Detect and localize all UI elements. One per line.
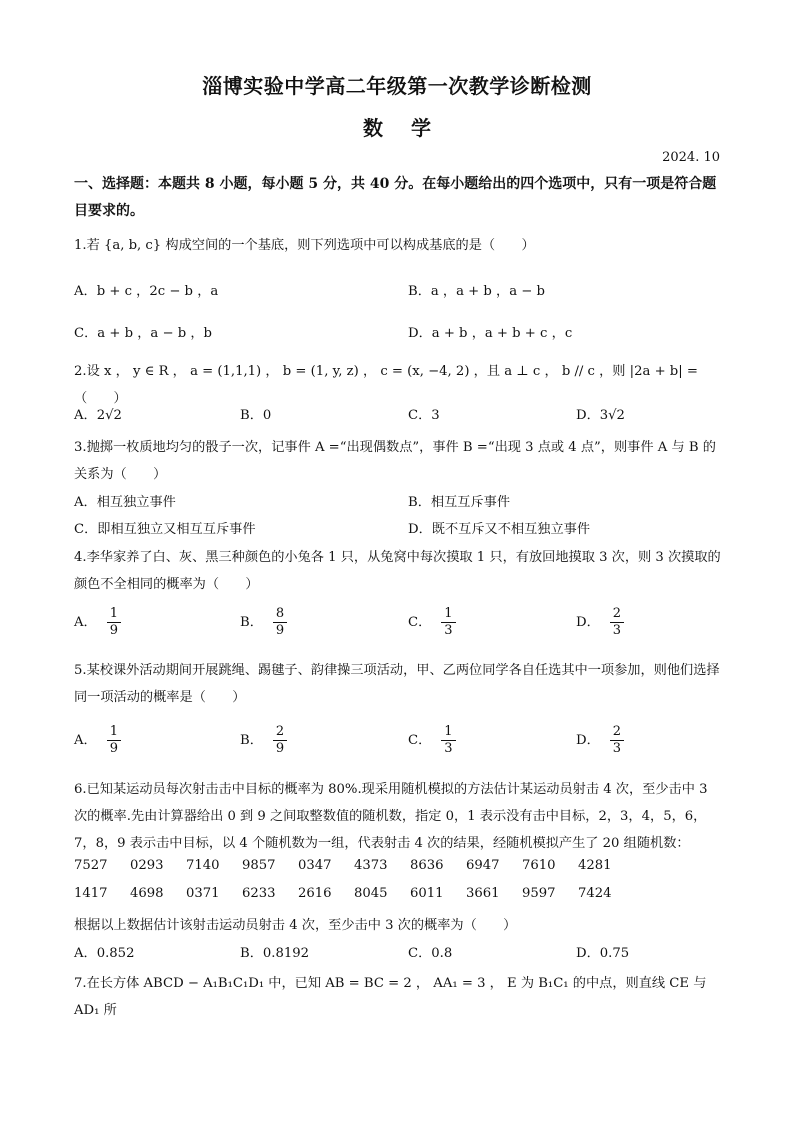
question-6-option-b: B．0.8192 — [240, 946, 310, 961]
fraction — [273, 606, 287, 639]
option-label: D． — [576, 615, 600, 630]
denominator: 9 — [109, 741, 118, 756]
fraction — [441, 724, 455, 757]
fraction — [273, 724, 287, 757]
random-number: 7610 — [522, 858, 556, 873]
random-number: 6233 — [242, 886, 276, 901]
denominator: 9 — [275, 623, 285, 638]
random-number: 6947 — [466, 858, 500, 873]
question-3-option-b: B．相互互斥事件 — [408, 495, 511, 510]
question-2-option-d: D．3√2 — [576, 408, 625, 423]
question-5-option-b — [240, 724, 287, 757]
fraction — [107, 606, 121, 639]
denominator: 3 — [444, 741, 453, 756]
option-label: D． — [576, 733, 600, 748]
numerator: 2 — [273, 724, 287, 741]
section-heading: 一、选择题：本题共 8 小题，每小题 5 分，共 40 分。在每小题给出的四个选项中，只有一项是符合题目要求的。 — [74, 176, 717, 219]
denominator: 3 — [612, 741, 622, 756]
question-6-question: 根据以上数据估计该射击运动员射击 4 次，至少击中 3 次的概率为（ ） — [74, 918, 517, 933]
fraction — [610, 606, 624, 639]
option-label: A． — [74, 733, 97, 748]
denominator: 3 — [444, 623, 453, 638]
random-number-row-2 — [74, 886, 634, 901]
option-label: C． — [408, 733, 432, 748]
question-6-option-d: D．0.75 — [576, 946, 630, 961]
numerator: 2 — [610, 724, 624, 741]
random-number: 8045 — [354, 886, 388, 901]
random-number: 2616 — [298, 886, 332, 901]
question-1-option-a: A．b + c ，2c − b ，a — [74, 284, 219, 299]
subject-title: 数学 — [363, 116, 459, 140]
question-7-stem: 7.在长方体 ABCD − A₁B₁C₁D₁ 中，已知 AB = BC = 2 ， AA₁ = 3 ， E 为 B₁C₁ 的中点，则直线 CE 与 AD₁ 所 — [74, 976, 707, 1018]
question-4-option-c — [408, 606, 456, 639]
random-number: 9857 — [242, 858, 276, 873]
numerator: 1 — [441, 724, 455, 741]
question-6-stem: 6.已知某运动员每次射击击中目标的概率为 80%.现采用随机模拟的方法估计某运动员射击 4 次，至少击中 3 次的概率.先由计算器给出 0 到 9 之间取整数值的随机数，指定 0，1 表示没有击中目标，2，3，4，5，6，7，8，9 表示击中目标，以 4 个随机数为一组，代表射击 4 次的结果，经随机模拟产生了 20 组随机数： — [74, 782, 708, 851]
question-2-option-b: B．0 — [240, 408, 272, 423]
numerator: 1 — [107, 606, 121, 623]
denominator: 3 — [612, 623, 622, 638]
random-number: 0347 — [298, 858, 332, 873]
numerator: 1 — [441, 606, 455, 623]
question-5-option-d — [576, 724, 624, 757]
question-2-stem: 2.设 x ， y ∈ R ， a = (1,1,1) ， b = (1, y, z) ， c = (x, −4, 2) ，且 a ⊥ c ， b // c ，则 |2a + b| =（ ） — [74, 364, 698, 406]
denominator: 9 — [109, 623, 118, 638]
random-number: 4373 — [354, 858, 388, 873]
random-number: 0293 — [130, 858, 164, 873]
random-number: 4281 — [578, 858, 612, 873]
question-1-option-b: B．a ，a + b ，a − b — [408, 284, 545, 299]
fraction — [441, 606, 455, 639]
option-label: C． — [408, 615, 432, 630]
random-number: 4698 — [130, 886, 164, 901]
random-number: 7140 — [186, 858, 220, 873]
numerator: 2 — [610, 606, 624, 623]
option-label: B． — [240, 615, 263, 630]
question-6-option-a: A．0.852 — [74, 946, 135, 961]
random-number: 1417 — [74, 886, 108, 901]
question-6-option-c: C．0.8 — [408, 946, 453, 961]
random-number-row-1 — [74, 858, 634, 873]
numerator: 1 — [107, 724, 121, 741]
exam-title: 淄博实验中学高二年级第一次教学诊断检测 — [202, 74, 592, 98]
random-number: 7527 — [74, 858, 108, 873]
fraction — [610, 724, 624, 757]
question-4-option-d — [576, 606, 624, 639]
question-4-option-a — [74, 606, 121, 639]
question-3-option-d: D．既不互斥又不相互独立事件 — [408, 522, 591, 537]
question-3-option-a: A．相互独立事件 — [74, 495, 176, 510]
question-1-option-d: D．a + b ，a + b + c ，c — [408, 326, 573, 341]
random-number: 0371 — [186, 886, 220, 901]
random-number: 8636 — [410, 858, 444, 873]
question-4-option-b — [240, 606, 287, 639]
question-1-option-c: C．a + b ，a − b ，b — [74, 326, 212, 341]
random-number: 9597 — [522, 886, 556, 901]
fraction — [107, 724, 121, 757]
option-label: A． — [74, 615, 97, 630]
question-3-stem: 3.抛掷一枚质地均匀的骰子一次，记事件 A =“出现偶数点”，事件 B =“出现 3 点或 4 点”，则事件 A 与 B 的关系为（ ） — [74, 440, 716, 482]
exam-date: 2024. 10 — [662, 150, 720, 165]
question-5-option-a — [74, 724, 121, 757]
question-1-stem: 1.若 {a, b, c} 构成空间的一个基底，则下列选项中可以构成基底的是（ ） — [74, 238, 535, 253]
question-3-option-c: C．即相互独立又相互互斥事件 — [74, 522, 256, 537]
question-5-stem: 5.某校课外活动期间开展跳绳、踢毽子、韵律操三项活动，甲、乙两位同学各自任选其中一项参加，则他们选择同一项活动的概率是（ ） — [74, 663, 720, 705]
question-2-option-c: C．3 — [408, 408, 440, 423]
question-5-option-c — [408, 724, 456, 757]
numerator: 8 — [273, 606, 287, 623]
random-number: 6011 — [410, 886, 444, 901]
option-label: B． — [240, 733, 263, 748]
random-number: 3661 — [466, 886, 500, 901]
question-4-stem: 4.李华家养了白、灰、黑三种颜色的小兔各 1 只，从兔窝中每次摸取 1 只，有放回地摸取 3 次，则 3 次摸取的颜色不全相同的概率为（ ） — [74, 550, 721, 592]
denominator: 9 — [275, 741, 285, 756]
question-2-option-a: A．2√2 — [74, 408, 122, 423]
random-number: 7424 — [578, 886, 612, 901]
